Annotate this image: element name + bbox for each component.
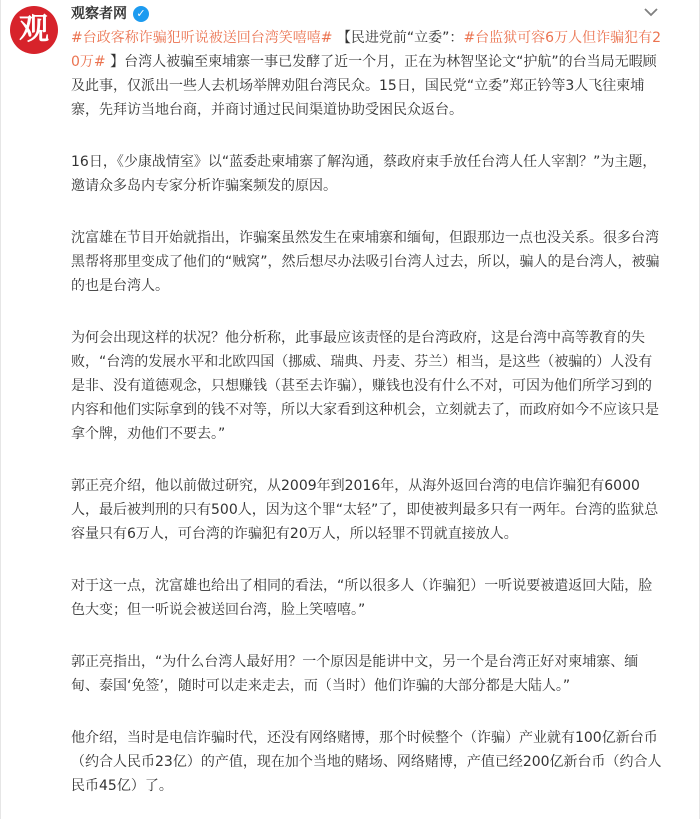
topic-link-1[interactable]: #台政客称诈骗犯听说被送回台湾笑嘻嘻# <box>71 30 333 46</box>
post-lead-paragraph <box>71 26 663 122</box>
lead-text-2: 】台湾人被骗至柬埔寨一事已发酵了近一个月，正在为林智坚论文“护航”的台当局无暇顾及此事，仅派出一些人去机场举牌劝阻台湾民众。15日，国民党“立委”郑正钤等3人飞往柬埔寨，先拜访当地台商，并商讨通过民间渠道协助受困民众返台。 <box>71 54 657 118</box>
post-paragraph: 16日，《少康战情室》以“蓝委赴柬埔寨了解沟通，蔡政府束手放任台湾人任人宰割？”为主题，邀请众多岛内专家分析诈骗案频发的原因。 <box>71 154 657 194</box>
post-paragraph: 为何会出现这样的状况？他分析称，此事最应该责怪的是台湾政府，这是台湾中高等教育的失败，“台湾的发展水平和北欧四国（挪威、瑞典、丹麦、芬兰）相当，是这些（被骗的）人没有是非、没有道德观念，只想赚钱（甚至去诈骗），赚钱也没有什么不对，可因为他们所学习到的内容和他们实际拿到的钱不对等，所以大家看到这种机会，立刻就去了，而政府如今不应该只是拿个牌，劝他们不要去。” <box>71 330 659 442</box>
avatar-logo-glyph: 观 <box>19 12 49 47</box>
post-header <box>71 5 149 23</box>
chevron-down-icon[interactable] <box>641 2 661 22</box>
lead-text-1: 【民进党前“立委”： <box>332 30 464 46</box>
post-paragraph: 郭正亮指出，“为什么台湾人最好用？一个原因是能讲中文，另一个是台湾正好对柬埔寨、缅甸、泰国‘免签’，随时可以走来走去，而（当时）他们诈骗的大部分都是大陆人。” <box>71 654 639 694</box>
topic-link-2[interactable]: #台监狱可容6万人但诈骗犯有20万# <box>71 30 661 70</box>
post-content <box>71 26 663 819</box>
post-paragraph: 他介绍，当时是电信诈骗时代，还没有网络赌博，那个时候整个（诈骗）产业就有100亿新台币（约合人民币23亿）的产值，现在加个当地的赌场、网络赌博，产值已经200亿新台币（约合人民币45亿）了。 <box>71 730 662 794</box>
author-name[interactable]: 观察者网 <box>71 6 127 22</box>
verified-check-icon: ✓ <box>133 6 149 22</box>
avatar[interactable] <box>10 6 58 54</box>
post-paragraph: 沈富雄在节目开始就指出，诈骗案虽然发生在柬埔寨和缅甸，但跟那边一点也没关系。很多台湾黑帮将那里变成了他们的“贼窝”，然后想尽办法吸引台湾人过去，所以，骗人的是台湾人，被骗的也是台湾人。 <box>71 230 660 294</box>
post-paragraph: 对于这一点，沈富雄也给出了相同的看法，“所以很多人（诈骗犯）一听说要被遣返回大陆，脸色大变；但一听说会被送回台湾，脸上笑嘻嘻。” <box>71 578 653 618</box>
post-paragraph: 郭正亮介绍，他以前做过研究，从2009年到2016年，从海外返回台湾的电信诈骗犯有6000人，最后被判刑的只有500人，因为这个罪“太轻”了，即使被判最多只有一两年。台湾的监狱总容量只有6万人，可台湾的诈骗犯有20万人，所以轻罪不罚就直接放人。 <box>71 478 659 542</box>
